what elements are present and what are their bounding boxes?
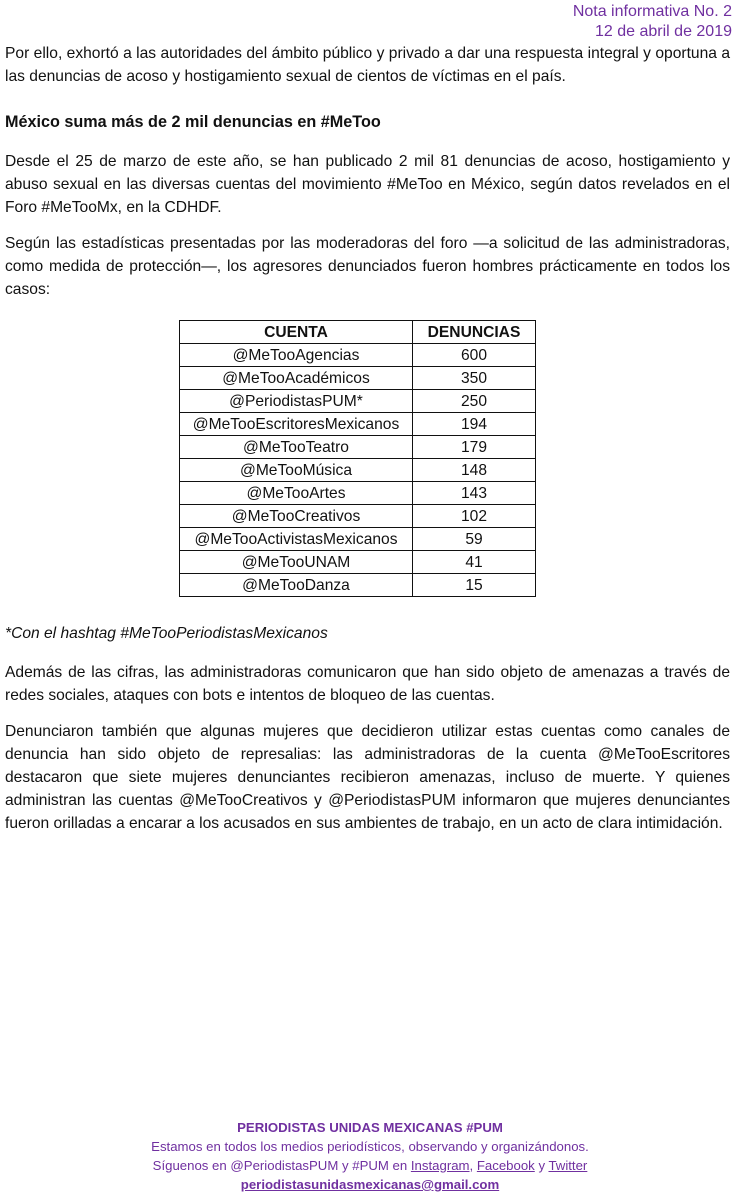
count-cell: 143 xyxy=(413,482,536,505)
intro-paragraph: Por ello, exhortó a las autoridades del ámbito público y privado a dar una respuesta integral y oportuna a las denuncias de acoso y hostigamiento sexual de cientos de víctimas en el país. xyxy=(5,45,730,85)
table-row xyxy=(180,505,536,528)
table-row xyxy=(180,367,536,390)
count-cell: 102 xyxy=(413,505,536,528)
instagram-link[interactable]: Instagram xyxy=(410,1158,470,1173)
count-cell: 250 xyxy=(413,390,536,413)
account-cell: @MeTooUNAM xyxy=(180,551,413,574)
denuncias-table xyxy=(179,320,536,597)
follow-text: Síguenos en @PeriodistasPUM y #PUM en xyxy=(152,1158,408,1173)
hashtag-footnote: *Con el hashtag #MeTooPeriodistasMexicanos xyxy=(5,625,328,642)
denuncias-paragraph: Desde el 25 de marzo de este año, se han publicado 2 mil 81 denuncias de acoso, hostigamiento y abuso sexual en las diversas cuentas del movimiento #MeToo en México, según datos revelados en el Foro #MeTooMx, en la CDHDF. xyxy=(5,153,730,216)
account-cell: @MeTooAcadémicos xyxy=(180,367,413,390)
account-cell: @PeriodistasPUM* xyxy=(180,390,413,413)
account-cell: @MeTooAgencias xyxy=(180,344,413,367)
table-row xyxy=(180,551,536,574)
document-footer xyxy=(0,1118,740,1194)
table-container xyxy=(5,320,730,597)
count-cell: 15 xyxy=(413,574,536,597)
table-row xyxy=(180,436,536,459)
facebook-link[interactable]: Facebook xyxy=(476,1158,535,1173)
organization-tagline: Estamos en todos los medios periodísticos, observando y organizándonos. xyxy=(151,1139,589,1154)
table-header-row xyxy=(180,321,536,344)
threats-paragraph: Además de las cifras, las administradoras comunicaron que han sido objeto de amenazas a través de redes sociales, ataques con bots e intentos de bloqueo de las cuentas. xyxy=(5,664,730,704)
statistics-paragraph: Según las estadísticas presentadas por las moderadoras del foro —a solicitud de las administradoras, como medida de protección—, los agresores denunciados fueron hombres prácticamente en todos los casos: xyxy=(5,235,730,298)
account-cell: @MeTooEscritoresMexicanos xyxy=(180,413,413,436)
document-header xyxy=(573,2,732,42)
account-cell: @MeTooMúsica xyxy=(180,459,413,482)
account-cell: @MeTooCreativos xyxy=(180,505,413,528)
count-cell: 179 xyxy=(413,436,536,459)
table-row xyxy=(180,413,536,436)
contact-email-link[interactable]: periodistasunidasmexicanas@gmail.com xyxy=(240,1177,500,1192)
table-row xyxy=(180,482,536,505)
note-number: Nota informativa No. 2 xyxy=(572,3,732,20)
table-row xyxy=(180,528,536,551)
social-links-line xyxy=(0,1156,740,1175)
account-cell: @MeTooTeatro xyxy=(180,436,413,459)
count-cell: 600 xyxy=(413,344,536,367)
and-text: y xyxy=(538,1158,546,1173)
section-heading: México suma más de 2 mil denuncias en #MeToo xyxy=(5,113,381,131)
twitter-link[interactable]: Twitter xyxy=(548,1158,588,1173)
column-header-denuncias: DENUNCIAS xyxy=(413,321,536,344)
note-date: 12 de abril de 2019 xyxy=(595,23,732,40)
table-row xyxy=(180,574,536,597)
count-cell: 41 xyxy=(413,551,536,574)
account-cell: @MeTooActivistasMexicanos xyxy=(180,528,413,551)
comma-separator: , xyxy=(469,1158,477,1173)
count-cell: 59 xyxy=(413,528,536,551)
table-row xyxy=(180,390,536,413)
count-cell: 194 xyxy=(413,413,536,436)
column-header-cuenta: CUENTA xyxy=(180,321,413,344)
organization-name: PERIODISTAS UNIDAS MEXICANAS #PUM xyxy=(237,1120,503,1135)
account-cell: @MeTooDanza xyxy=(180,574,413,597)
account-cell: @MeTooArtes xyxy=(180,482,413,505)
table-row xyxy=(180,344,536,367)
count-cell: 148 xyxy=(413,459,536,482)
document-body xyxy=(5,42,730,848)
table-row xyxy=(180,459,536,482)
reprisals-paragraph: Denunciaron también que algunas mujeres que decidieron utilizar estas cuentas como canales de denuncia han sido objeto de represalias: las administradoras de la cuenta @MeTooEscritores destacaron que siete mujeres denunciantes recibieron amenazas, incluso de muerte. Y quienes administran las cuentas @MeTooCreativos y @PeriodistasPUM informaron que mujeres denunciantes fueron orilladas a encarar a los acusados en sus ambientes de trabajo, en un acto de clara intimidación. xyxy=(5,723,730,832)
count-cell: 350 xyxy=(413,367,536,390)
